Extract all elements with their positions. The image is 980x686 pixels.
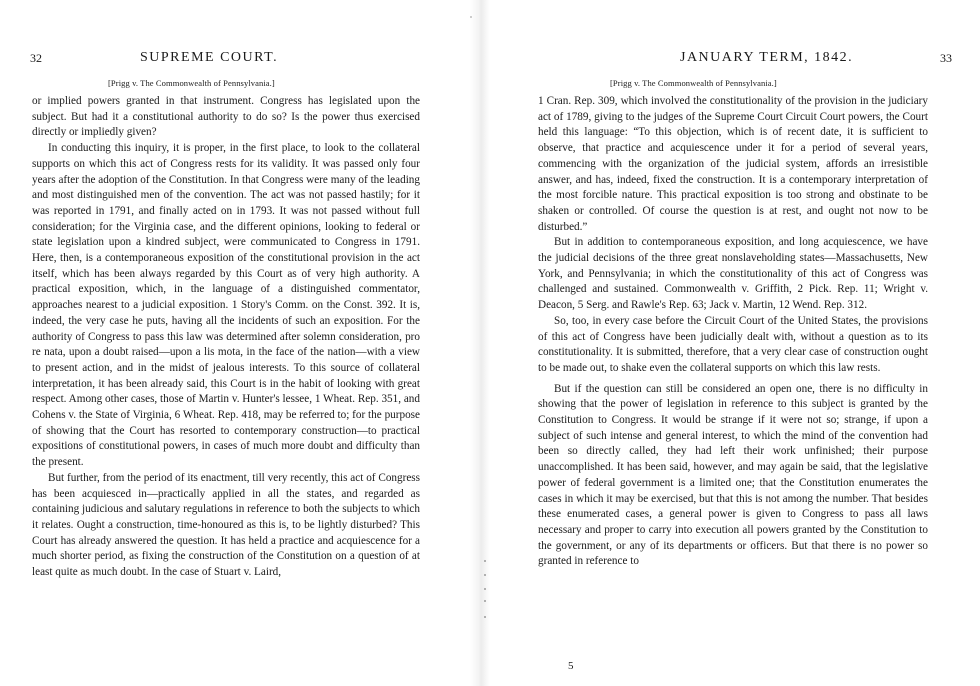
right-page [490,0,980,686]
gutter-speck [484,616,486,618]
signature-mark: 5 [568,660,574,672]
right-paragraph-4: But if the question can still be considered an open one, there is no difficulty in showing that the power of legislation in reference to this subject is granted by the Constitution to Congress. It would be strange if it were not so; strange, if upon a subject of such intense and general interest, to which the mind of the convention had been so directly called, they had left their work unfinished; their purpose unaccomplished. It has been said, however, and may again be said, that the legislative power of federal government is a limited one; that the Constitution enumerates the cases in which it may be exercised, but that this is not among the number. That besides these enumerated cases, a general power is given to Congress to pass all laws necessary and proper to carry into execution all powers granted by the Constitution to the government, or any of its departments or officers. But that there is no power so granted in reference to [538,382,928,568]
left-paragraph-1: or implied powers granted in that instrument. Congress has legislated upon the subject. But had it a constitutional authority to do so? Is the power thus exercised directly or impliedly given? [32,95,420,139]
gutter-speck [484,588,486,590]
gutter-speck [484,574,486,576]
gutter-speck [484,560,486,562]
right-running-head: JANUARY TERM, 1842. [680,50,854,65]
left-page-header [30,50,425,68]
right-page-header [540,50,952,68]
right-body-text [538,94,928,570]
left-case-caption: [Prigg v. The Commonwealth of Pennsylvania.] [108,78,275,88]
right-paragraph-2: But in addition to contemporaneous exposition, and long acquiescence, we have the judicial decisions of the three great nonslaveholding states—Massachusetts, New York, and Pennsylvania; in which the constitutionality of this act of Congress was challenged and sustained. Commonwealth v. Griffith, 2 Pick. Rep. 11; Wright v. Deacon, 5 Serg. and Rawle's Rep. 63; Jack v. Martin, 12 Wend. Rep. 312. [538,236,928,312]
left-paragraph-3: But further, from the period of its enactment, till very recently, this act of Congress has been acquiesced in—practically applied in all the states, and regarded as containing judicious and salutary regulations in reference to both the subjects to which it relates. Ought a construction, time-honoured as this is, to be lightly disturbed? This Court has already answered the question. It has held a practice and acquiescence for a much shorter period, as fixing the construction of the Constitution on a question of at least quite as much doubt. In the case of Stuart v. Laird, [32,471,420,579]
left-body-text [32,94,420,581]
left-page-number: 32 [30,51,42,65]
right-paragraph-1: 1 Cran. Rep. 309, which involved the constitutionality of the provision in the judiciary act of 1789, giving to the judges of the Supreme Court Circuit Court powers, the Court held this language: “To this objection, which is of recent date, it is sufficient to observe, that practice and acquiescence under it for a period of several years, commencing with the organization of the judicial system, affords an irresistible answer, and has, indeed, fixed the construction. It is a contemporary interpretation of the most forcible nature. This practical exposition is too strong and obstinate to be shaken or controlled. Of course the question is at rest, and ought not now to be disturbed.” [538,95,928,233]
left-paragraph-2: In conducting this inquiry, it is proper, in the first place, to look to the collateral supports on which this act of Congress rests for its validity. It was passed only four years after the adoption of the Constitution. In that Congress were many of the leading and most distinguished men of the convention. The act was not passed hastily; for it was reported in 1791, and finally acted on in 1793. It was not passed without full consideration; for the Virginia case, and the different opinions, looking to federal or state legislation upon a kindred subject, were communicated to Congress in 1791. Here, then, is a contemporaneous exposition of the constitutional provision in the act itself, which has been always regarded by this Court as of very high authority. A practical exposition, which, in the language of a distinguished commentator, approaches nearest to a judicial exposition. 1 Story's Comm. on the Const. 392. It is, indeed, the very case he puts, having all the incidents of such an exposition. For the authority of Congress to pass this law was determined after solemn consideration, pro re nata, upon a doubt raised—upon a lis mota, in the face of the nation—with a view to present action, and in the midst of jealous interests. To this source of collateral interpretation, it has been already said, this Court is in the habit of looking with great respect. Among other cases, those of Martin v. Hunter's lessee, 1 Wheat. Rep. 351, and Cohens v. the State of Virginia, 6 Wheat. Rep. 418, may be referred to; for the purpose of showing that the Court has resorted to contemporary construction—to practical expositions of constitutional powers, in cases of much more doubt and difficulty than the present. [32,142,420,469]
left-running-head: SUPREME COURT. [140,50,279,65]
right-case-caption: [Prigg v. The Commonwealth of Pennsylvania.] [610,78,777,88]
gutter-speck [484,600,486,602]
right-paragraph-3: So, too, in every case before the Circuit Court of the United States, the provisions of this act of Congress have been judicially dealt with, without a question as to its constitutionality. It is submitted, therefore, that a very clear case of construction ought to be made out, to shake even the collateral supports on which this law rests. [538,314,928,374]
right-page-number: 33 [940,51,952,65]
scan-speck [470,16,472,18]
book-gutter [470,0,490,686]
left-page [0,0,470,686]
